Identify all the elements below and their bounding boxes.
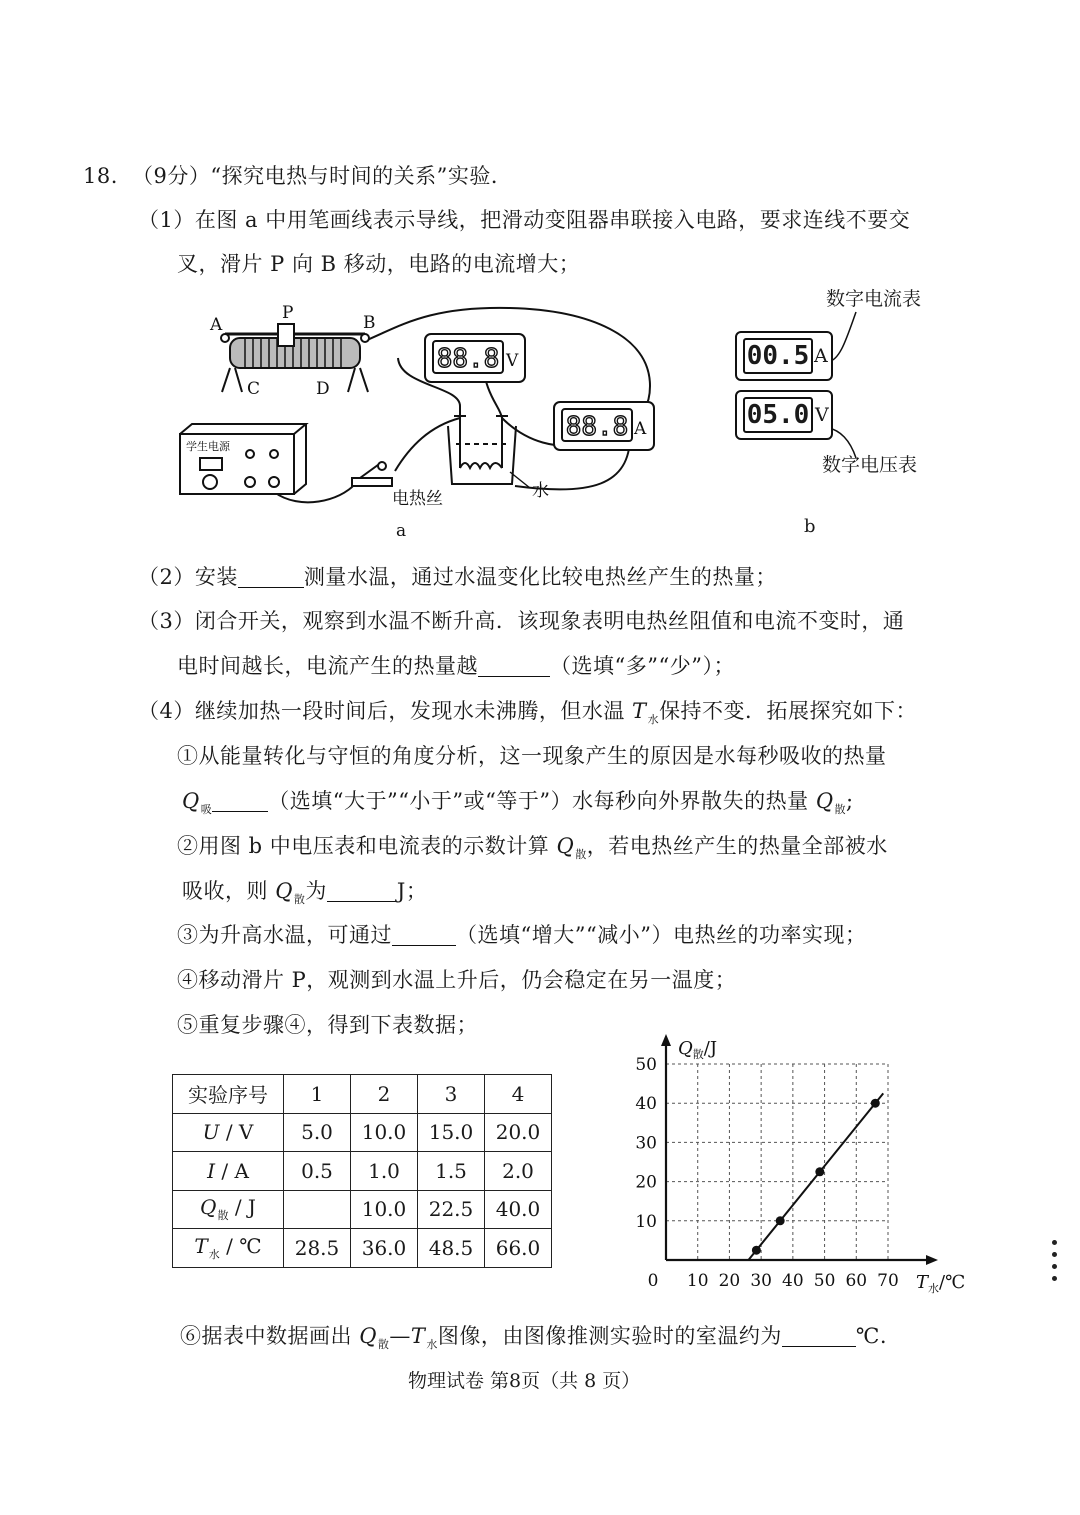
table-cell: 0.5 (284, 1152, 351, 1191)
figure-b-voltmeter-unit: V (815, 404, 829, 426)
part4-text-a: （4）继续加热一段时间后，发现水未沸腾，但水温 (138, 699, 625, 723)
figure-b-label: b (804, 516, 816, 537)
rheostat-label-p: P (282, 303, 294, 323)
subscript-san: 散 (575, 848, 587, 861)
part3-text-b: （选填“多”“少”）； (550, 654, 735, 678)
x-tick-label: 10 (686, 1271, 709, 1291)
table-row (173, 1190, 552, 1229)
step3-text-a: ③为升高水温，可通过 (177, 923, 392, 947)
figure-b-ammeter-unit: A (814, 345, 828, 367)
step2-text-b: ，若电热丝产生的热量全部被水 (586, 834, 888, 858)
figure-b-ammeter (735, 331, 833, 381)
step2-line1 (177, 832, 888, 869)
part2 (138, 563, 777, 591)
voltmeter-a-reading: 88.8 (436, 344, 500, 374)
y-tick-label: 30 (635, 1133, 657, 1154)
table-cell: 15.0 (418, 1113, 485, 1152)
x-tick-label: 70 (877, 1271, 899, 1291)
rheostat-label-b: B (363, 313, 376, 333)
subscript-san: 散 (377, 1338, 390, 1351)
part1-line2: 叉，滑片 P 向 B 移动，电路的电流增大； (177, 252, 581, 276)
part3-answer-blank[interactable] (478, 654, 550, 677)
figure-b-voltmeter (735, 390, 833, 440)
step6-answer-blank[interactable] (782, 1324, 856, 1347)
part2-answer-blank[interactable] (238, 565, 304, 588)
part3-text-a: 电时间越长，电流产生的热量越 (177, 654, 478, 678)
table-cell: 20.0 (485, 1113, 552, 1152)
side-dots (1052, 1240, 1060, 1288)
step6-text-b: 图像，由图像推测实验时的室温约为 (437, 1324, 782, 1348)
row-label-t: $T_水$ / ℃ (173, 1229, 284, 1268)
row-label-q: $Q_散$ / J (173, 1190, 284, 1229)
step3-answer-blank[interactable] (392, 923, 456, 946)
x-tick-label: 0 (647, 1271, 659, 1291)
y-tick-label: 20 (635, 1172, 657, 1193)
water-label: 水 (532, 481, 549, 501)
table-header-cell: 实验序号 (173, 1075, 284, 1114)
x-tick-label: 20 (718, 1271, 741, 1291)
rheostat-label-a: A (210, 315, 223, 335)
table-cell: 10.0 (351, 1113, 418, 1152)
step1-line2: $Q_吸$ （选填“大于”“小于”或“等于”）水每秒向外界散失的热量 $Q_散$; (182, 789, 854, 816)
table-header-cell: 1 (284, 1075, 351, 1114)
table-header-row (173, 1075, 552, 1114)
table-header-cell: 3 (418, 1075, 485, 1114)
table-cell: 5.0 (284, 1113, 351, 1152)
data-point (871, 1099, 880, 1108)
x-tick-label: 60 (845, 1271, 868, 1291)
data-point (752, 1246, 761, 1255)
voltmeter-a-unit: V (506, 351, 519, 371)
table-cell: 1.5 (418, 1152, 485, 1191)
ammeter-a-unit: A (634, 419, 647, 439)
table-cell: 36.0 (351, 1229, 418, 1268)
data-table (172, 1074, 552, 1268)
table-cell: 48.5 (418, 1229, 485, 1268)
step4: ④移动滑片 P，观测到水温上升后，仍会稳定在另一温度； (177, 968, 737, 992)
step1-line1: ①从能量转化与守恒的角度分析，这一现象产生的原因是水每秒吸收的热量 (177, 744, 887, 768)
part4-text-b: 保持不变．拓展探究如下： (659, 699, 918, 723)
step5: ⑤重复步骤④，得到下表数据； (177, 1013, 478, 1037)
symbol-q: Q (815, 789, 834, 813)
step1-text-b: （选填“大于”“小于”或“等于”）水每秒向外界散失的热量 (268, 789, 809, 813)
step6-text-a: ⑥据表中数据画出 (180, 1324, 352, 1348)
step3 (177, 921, 866, 949)
x-axis-arrow (926, 1255, 938, 1265)
y-tick-label: 50 (635, 1055, 657, 1075)
figure-a (170, 296, 690, 546)
heater-label: 电热丝 (392, 489, 443, 509)
x-tick-label: 40 (782, 1271, 804, 1291)
step2-text-a: ②用图 b 中电压表和电流表的示数计算 (177, 834, 550, 858)
rheostat-label-c: C (247, 379, 261, 399)
subscript-shui: 水 (426, 1338, 438, 1351)
power-supply (180, 424, 306, 494)
subscript-san: 散 (293, 893, 306, 906)
table-row (173, 1152, 552, 1191)
part2-text-a: （2）安装 (138, 565, 238, 589)
y-tick-label: 10 (635, 1211, 657, 1232)
symbol-q: Q (556, 834, 575, 858)
y-tick-label: 40 (635, 1094, 657, 1115)
table-cell: 2.0 (485, 1152, 552, 1191)
y-axis-label: $Q_散/J$ (678, 1038, 718, 1061)
figure-b-voltmeter-caption: 数字电压表 (822, 454, 918, 476)
part3-line1: （3）闭合开关，观察到水温不断升高．该现象表明电热丝阻值和电流不变时，通 (138, 609, 905, 633)
table-cell: 10.0 (351, 1190, 418, 1229)
table-cell: 22.5 (418, 1190, 485, 1229)
table-header-cell: 4 (485, 1075, 552, 1114)
x-tick-label: 30 (750, 1271, 772, 1291)
part3-line2 (177, 652, 735, 680)
symbol-q: Q (182, 789, 200, 813)
dash: — (389, 1324, 411, 1348)
step6-text-c: ℃. (855, 1324, 888, 1348)
row-label-u: U / V (173, 1113, 284, 1152)
figure-b-voltmeter-reading: 05.0 (743, 397, 813, 433)
rheostat-label-d: D (316, 379, 330, 399)
beaker (448, 416, 516, 484)
row-label-i: I / A (173, 1152, 284, 1191)
figure-a-label: a (396, 521, 407, 541)
ammeter-a-reading: 88.8 (565, 412, 629, 442)
x-tick-label: 50 (813, 1271, 836, 1291)
part2-text-b: 测量水温，通过水温变化比较电热丝产生的热量； (303, 565, 777, 589)
subscript-san: 散 (834, 803, 847, 816)
question-header: （9分）“探究电热与时间的关系”实验． (132, 164, 513, 188)
y-axis-arrow (661, 1034, 671, 1046)
step2-text-c: 吸收，则 (182, 879, 268, 903)
rheostat (221, 324, 369, 392)
fit-line (748, 1093, 883, 1260)
data-point (776, 1216, 785, 1225)
part1-line1: （1）在图 a 中用笔画线表示导线，把滑动变阻器串联接入电路，要求连线不要交 (138, 208, 911, 232)
step2-text-e: J； (396, 879, 428, 903)
step2-answer-blank[interactable] (327, 879, 397, 902)
table-cell: 40.0 (485, 1190, 552, 1229)
table-header-cell: 2 (351, 1075, 418, 1114)
step2-line2 (182, 877, 427, 914)
switch (352, 462, 392, 486)
subscript-shui: 水 (647, 713, 660, 726)
table-cell: 1.0 (351, 1152, 418, 1191)
step2-text-d: 为 (305, 879, 327, 903)
symbol-t: T (632, 699, 647, 723)
step6 (180, 1322, 887, 1359)
table-row (173, 1229, 552, 1268)
subscript-xi: 吸 (200, 803, 213, 816)
symbol-q: Q (275, 879, 293, 903)
step3-text-b: （选填“增大”“减小”）电热丝的功率实现； (456, 923, 867, 947)
part4-line1 (138, 697, 917, 734)
table-cell: 28.5 (284, 1229, 351, 1268)
step1-answer-blank[interactable] (212, 789, 268, 812)
figure-b-ammeter-reading: 00.5 (743, 338, 813, 374)
q-vs-t-chart (610, 1030, 990, 1300)
question-number: 18. (83, 164, 118, 188)
data-point (815, 1167, 824, 1176)
table-cell: 66.0 (485, 1229, 552, 1268)
table-row (173, 1113, 552, 1152)
power-supply-label: 学生电源 (186, 440, 230, 453)
figure-b-ammeter-caption: 数字电流表 (826, 288, 922, 310)
symbol-t: T (410, 1324, 426, 1348)
symbol-q: Q (359, 1324, 377, 1348)
table-cell-empty[interactable] (284, 1190, 351, 1229)
x-axis-label: $T_水/℃$ (916, 1272, 966, 1295)
page-footer: 物理试卷 第8页（共 8 页） (408, 1370, 641, 1392)
figure-b-leaders (820, 300, 890, 470)
